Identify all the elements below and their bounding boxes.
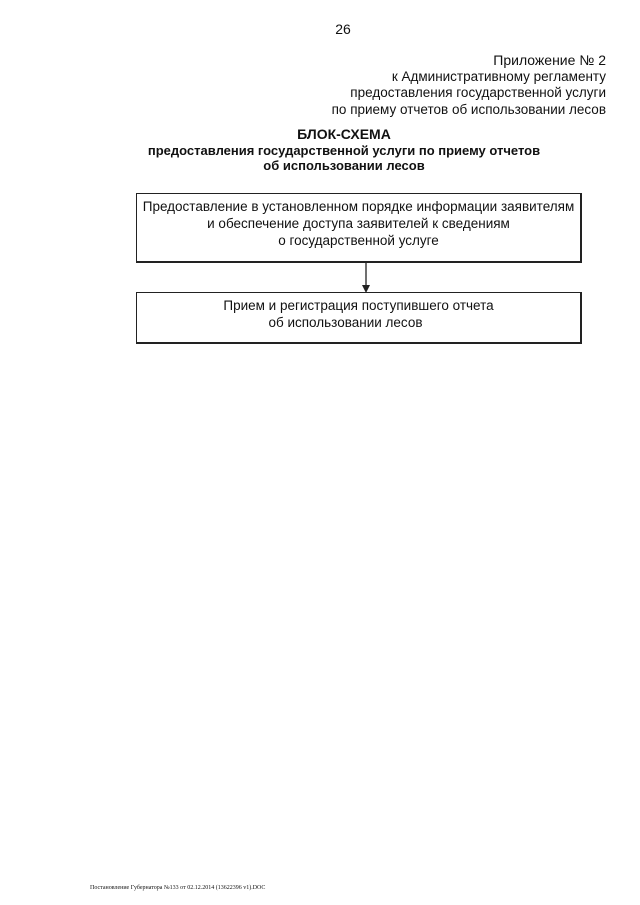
title-main: БЛОК-СХЕМА — [297, 126, 391, 142]
flow-step-1-box — [136, 193, 582, 263]
title-line-2: предоставления государственной услуги по приему отчетов — [147, 142, 541, 158]
flow-arrow-connector — [358, 262, 374, 294]
step-2-line-1: Прием и регистрация поступившего отчета — [223, 298, 494, 313]
page-number: 26 — [335, 21, 351, 37]
appendix-line-1: Приложение № 2 — [493, 52, 606, 68]
appendix-header — [332, 52, 606, 118]
diagram-title — [0, 127, 640, 174]
document-footer: Постановление Губернатора №133 от 02.12.2014 (13622396 v1).DOC — [90, 885, 266, 891]
appendix-line-3: предоставления государственной услуги — [350, 85, 606, 100]
step-1-line-2: и обеспечение доступа заявителей к сведениям — [207, 216, 510, 231]
step-2-line-2: об использовании лесов — [268, 315, 423, 330]
appendix-line-2: к Административному регламенту — [391, 68, 606, 84]
appendix-line-4: по приему отчетов об использовании лесов — [331, 101, 606, 117]
step-1-line-1: Предоставление в установленном порядке информации заявителям — [142, 199, 575, 214]
title-line-3: об использовании лесов — [263, 158, 425, 173]
step-1-line-3: о государственной услуге — [278, 233, 439, 248]
flow-step-2-box — [136, 292, 582, 344]
